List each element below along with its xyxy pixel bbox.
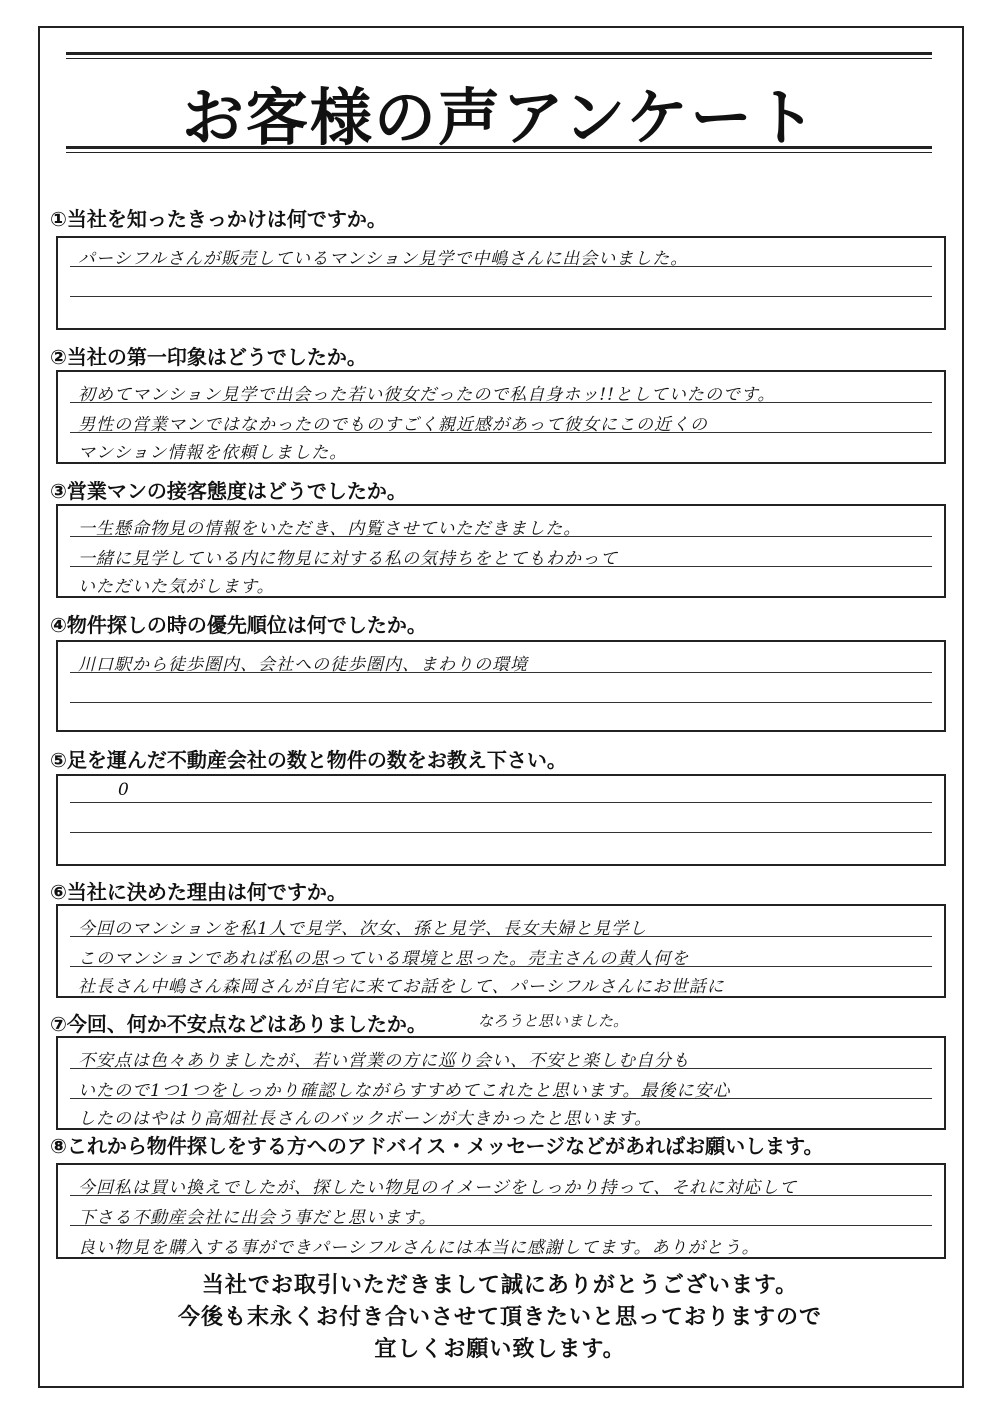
question-1-answer-text: パーシフルさんが販売しているマンション見学で中嶋さんに出会いました。 (78, 249, 689, 269)
footer-line-3: 宜しくお願い致します。 (374, 1337, 626, 1362)
question-8-label: ⑧これから物件探しをする方へのアドバイス・メッセージなどがあればお願いします。 (50, 1134, 824, 1158)
footer-line-2: 今後も末永くお付き合いさせて頂きたいと思っておりますので (177, 1305, 822, 1330)
question-4-label: ④物件探しの時の優先順位は何でしたか。 (50, 613, 427, 637)
question-6-answer-line-1: 今回のマンションを私1人で見学、次女、孫と見学、長女夫婦と見学し (78, 919, 648, 939)
page-title: お客様の声アンケート (181, 81, 819, 154)
question-8-answer-line-2: 下さる不動産会社に出会う事だと思います。 (78, 1208, 437, 1228)
question-3-answer-line-2: 一緒に見学している内に物見に対する私の気持ちをとてもわかって (78, 549, 618, 569)
question-5-answer-box (56, 774, 946, 866)
question-2-answer-line-2: 男性の営業マンではなかったのでものすごく親近感があって彼女にこの近くの (78, 415, 708, 435)
question-5-answer-text: 0 (118, 780, 130, 800)
answer-line (70, 802, 932, 803)
question-3-answer-line-3: いただいた気がします。 (78, 577, 275, 597)
question-6-answer-continuation: なろうと思いました。 (478, 1012, 629, 1030)
question-7-label: ⑦今回、何か不安点などはありましたか。 (50, 1012, 427, 1036)
footer-line-1: 当社でお取引いただきまして誠にありがとうございます。 (201, 1273, 799, 1298)
title-rule-top (66, 52, 932, 55)
question-4-answer-text: 川口駅から徒歩圏内、会社への徒歩圏内、まわりの環境 (78, 655, 528, 675)
question-7-answer-line-3: したのはやはり高畑社長さんのバックボーンが大きかったと思います。 (78, 1109, 653, 1129)
question-2-label: ②当社の第一印象はどうでしたか。 (50, 345, 367, 369)
title-rule-top-thin (66, 58, 932, 59)
question-4-answer-box (56, 640, 946, 732)
question-7-answer-line-1: 不安点は色々ありましたが、若い営業の方に巡り会い、不安と楽しむ自分も (78, 1051, 690, 1071)
question-1-answer-box (56, 236, 946, 330)
answer-line (70, 832, 932, 833)
question-7-answer-line-2: いたので1つ1つをしっかり確認しながらすすめてこれたと思います。最後に安心 (78, 1081, 731, 1101)
question-5-label: ⑤足を運んだ不動産会社の数と物件の数をお教え下さい。 (50, 748, 567, 772)
question-6-answer-line-2: このマンションであれば私の思っている環境と思った。売主さんの黄人何を (78, 949, 690, 969)
title-rule-bottom (66, 146, 932, 149)
question-2-answer-line-1: 初めてマンション見学で出会った若い彼女だったので私自身ホッ!!としていたのです。 (78, 385, 776, 405)
question-6-answer-line-3: 社長さん中嶋さん森岡さんが自宅に来てお話をして、パーシフルさんにお世話に (78, 977, 725, 997)
answer-line (70, 296, 932, 297)
question-3-label: ③営業マンの接客態度はどうでしたか。 (50, 479, 407, 503)
question-2-answer-box (56, 370, 946, 464)
question-1-label: ①当社を知ったきっかけは何ですか。 (50, 207, 387, 231)
question-8-answer-line-3: 良い物見を購入する事ができパーシフルさんには本当に感謝してます。ありがとう。 (78, 1238, 760, 1258)
question-3-answer-line-1: 一生懸命物見の情報をいただき、内覧させていただきました。 (78, 519, 582, 539)
question-7-answer-box (56, 1036, 946, 1130)
question-8-answer-line-1: 今回私は買い換えでしたが、探したい物見のイメージをしっかり持って、それに対応して (78, 1178, 798, 1198)
question-6-answer-box (56, 904, 946, 998)
answer-line (70, 702, 932, 703)
question-8-answer-box (56, 1163, 946, 1259)
question-2-answer-line-3: マンション情報を依頼しました。 (78, 443, 348, 463)
question-6-label: ⑥当社に決めた理由は何ですか。 (50, 880, 347, 904)
question-3-answer-box (56, 504, 946, 598)
title-rule-bottom-thin (66, 152, 932, 153)
